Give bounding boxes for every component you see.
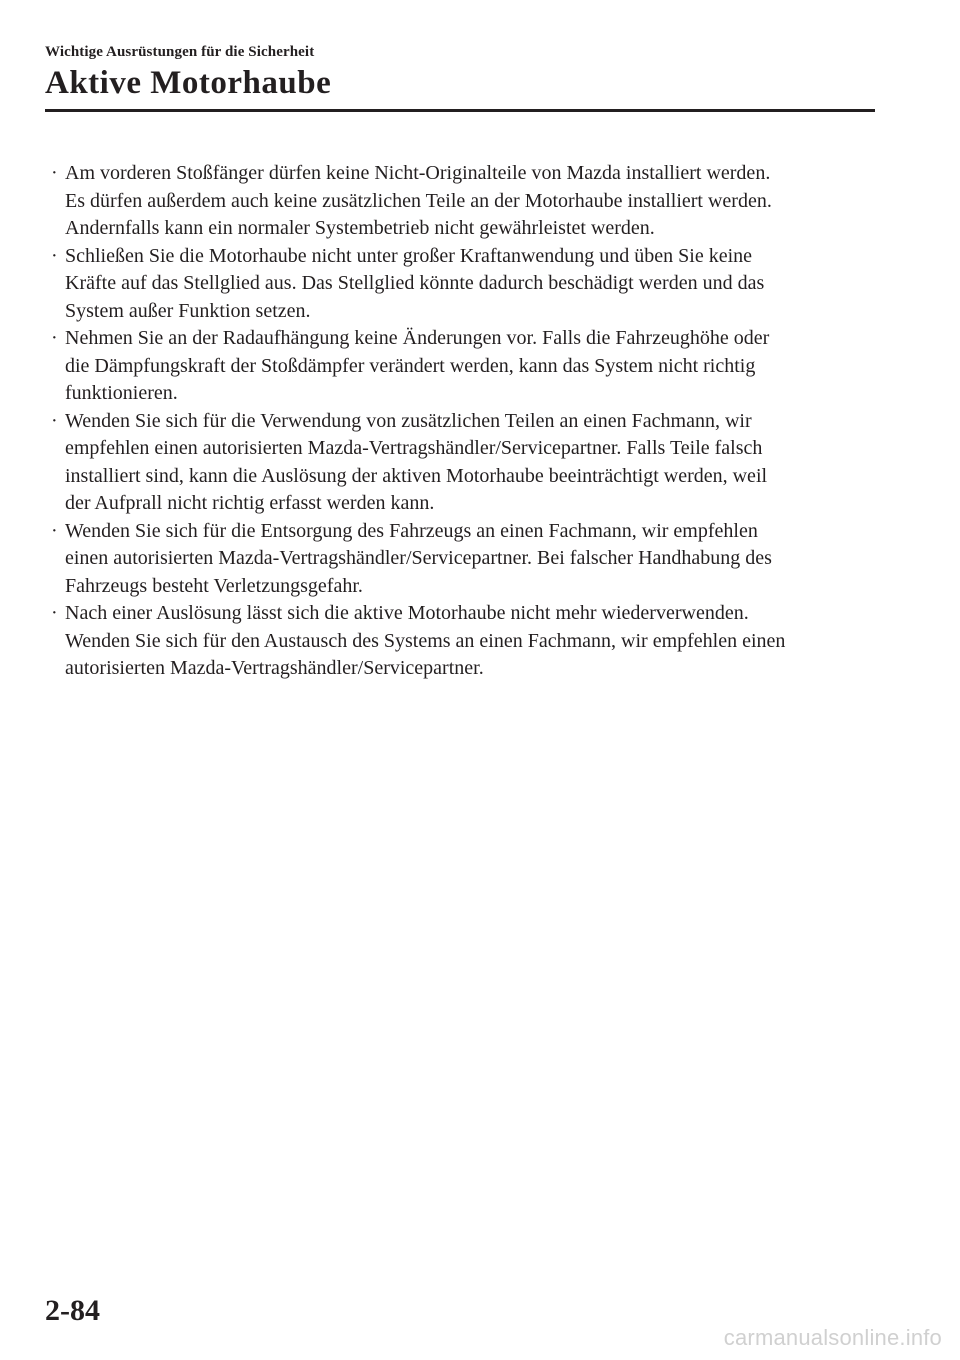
list-item-text: Wenden Sie sich für die Entsorgung des Fahrzeugs an einen Fachmann, wir empfehlen einen autorisierten Mazda-Vertragshändler/Servicepartner. Bei falscher Handhabung des Fahrzeugs besteht Verletzungsgefahr. — [65, 519, 772, 597]
list-item — [46, 600, 876, 683]
list-item-text: Nehmen Sie an der Radaufhängung keine Änderungen vor. Falls die Fahrzeughöhe oder die Dämpfungskraft der Stoßdämpfer verändert werden, kann das System nicht richtig funktionieren. — [65, 327, 770, 404]
bullet-dot-icon: · — [51, 244, 58, 267]
caution-bullet-list — [46, 160, 876, 683]
list-item-text: Am vorderen Stoßfänger dürfen keine Nicht-Originalteile von Mazda installiert werden. Es dürfen außerdem auch keine zusätzlichen Teile an der Motorhaube installiert werden. Andernfalls kann ein normaler Systembetrieb nicht gewährleistet werden. — [65, 162, 772, 239]
list-item — [46, 325, 876, 408]
page-title: Aktive Motorhaube — [45, 65, 332, 101]
list-item — [46, 160, 876, 243]
bullet-dot-icon: · — [51, 519, 58, 542]
watermark: carmanualsonline.info — [723, 1325, 942, 1350]
title-rule — [45, 109, 875, 112]
list-item — [46, 243, 876, 326]
bullet-dot-icon: · — [51, 327, 58, 349]
bullet-dot-icon: · — [51, 602, 58, 624]
list-item — [46, 408, 876, 518]
page-number: 2-84 — [45, 1294, 100, 1327]
list-item-text: Nach einer Auslösung lässt sich die aktive Motorhaube nicht mehr wiederverwenden. Wenden Sie sich für den Austausch des Systems an einen Fachmann, wir empfehlen einen autorisierten Mazda-Vertragshändler/Servicepartner. — [65, 602, 786, 679]
list-item-text: Wenden Sie sich für die Verwendung von zusätzlichen Teilen an einen Fachmann, wir empfehlen einen autorisierten Mazda-Vertragshändler/Servicepartner. Falls Teile falsch installiert sind, kann die Auslösung der aktiven Motorhaube beeinträchtigt werden, weil der Aufprall nicht richtig erfasst werden kann. — [65, 409, 768, 514]
section-label: Wichtige Ausrüstungen für die Sicherheit — [45, 44, 315, 60]
list-item-text: Schließen Sie die Motorhaube nicht unter großer Kraftanwendung und üben Sie keine Kräfte auf das Stellglied aus. Das Stellglied könnte dadurch beschädigt werden und das System außer Funktion setzen. — [65, 244, 765, 322]
bullet-dot-icon: · — [51, 409, 58, 432]
bullet-dot-icon: · — [51, 162, 58, 184]
list-item — [46, 518, 876, 601]
